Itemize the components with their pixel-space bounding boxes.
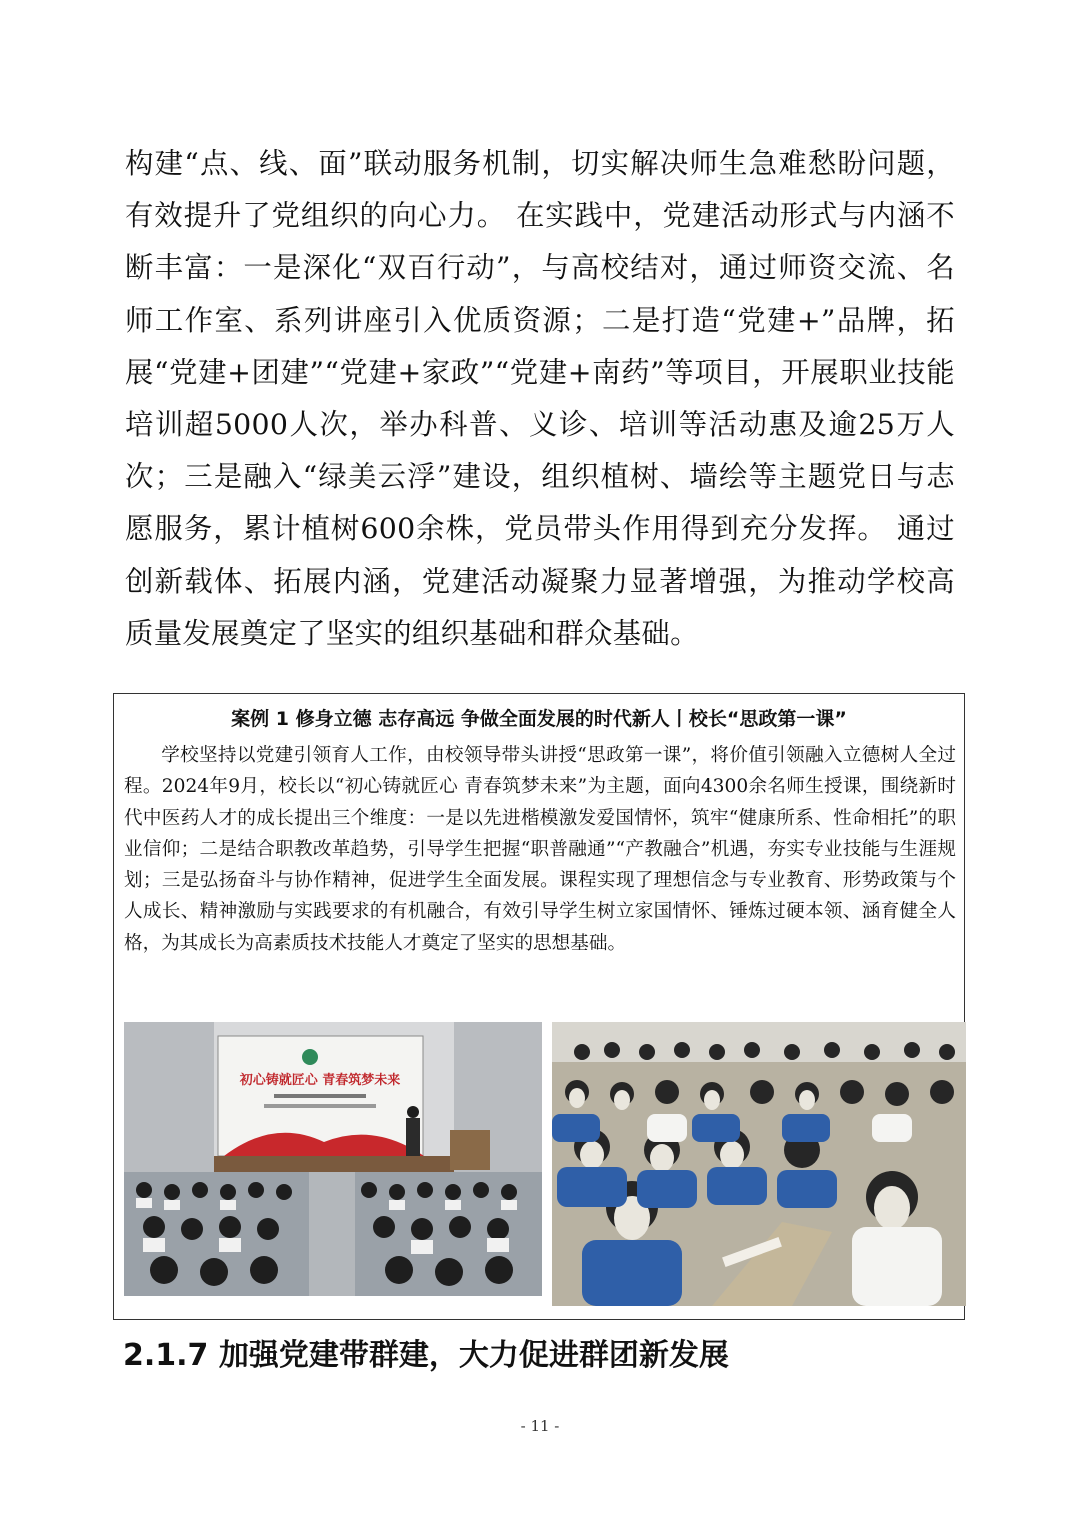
lecture-hall-photo <box>124 1022 542 1296</box>
case-paragraph-block <box>124 740 956 959</box>
case-title: 案例 1 修身立德 志存高远 争做全面发展的时代新人丨校长“思政第一课” <box>231 708 847 730</box>
body-paragraph: 构建“点、线、面”联动服务机制，切实解决师生急难愁盼问题，有效提升了党组织的向心力。 在实践中，党建活动形式与内涵不断丰富：一是深化“双百行动”，与高校结对，通过师资交流、名师工作室、系列讲座引入优质资源；二是打造“党建+”品牌，拓展“党建+团建”“党建+家政”“党建+南药”等项目，开展职业技能培训超5000人次，举办科普、义诊、培训等活动惠及逾25万人次；三是融入“绿美云浮”建设，组织植树、墙绘等主题党日与志愿服务，累计植树600余株，党员带头作用得到充分发挥。 通过创新载体、拓展内涵，党建活动凝聚力显著增强，为推动学校高质量发展奠定了坚实的组织基础和群众基础。 <box>125 147 955 650</box>
classroom-students-photo <box>552 1022 966 1306</box>
case-paragraph: 学校坚持以党建引领育人工作，由校领导带头讲授“思政第一课”，将价值引领融入立德树人全过程。2024年9月，校长以“初心铸就匠心 青春筑梦未来”为主题，面向4300余名师生授课，围绕新时代中医药人才的成长提出三个维度：一是以先进楷模激发爱国情怀，筑牢“健康所系、性命相托”的职业信仰；二是结合职教改革趋势，引导学生把握“职普融通”“产教融合”机遇，夯实专业技能与生涯规划；三是弘扬奋斗与协作精神，促进学生全面发展。课程实现了理想信念与专业教育、形势政策与个人成长、精神激励与实践要求的有机融合，有效引导学生树立家国情怀、锤炼过硬本领、涵育健全人格，为其成长为高素质技术技能人才奠定了坚实的思想基础。 <box>124 745 956 954</box>
body-paragraph-block <box>125 138 955 660</box>
page-number: - 11 - <box>520 1417 560 1435</box>
section-heading: 2.1.7 加强党建带群建，大力促进群团新发展 <box>123 1338 729 1373</box>
photo-screen-title: 初心铸就匠心 青春筑梦未来 <box>239 1073 401 1088</box>
case-box <box>113 693 965 1320</box>
